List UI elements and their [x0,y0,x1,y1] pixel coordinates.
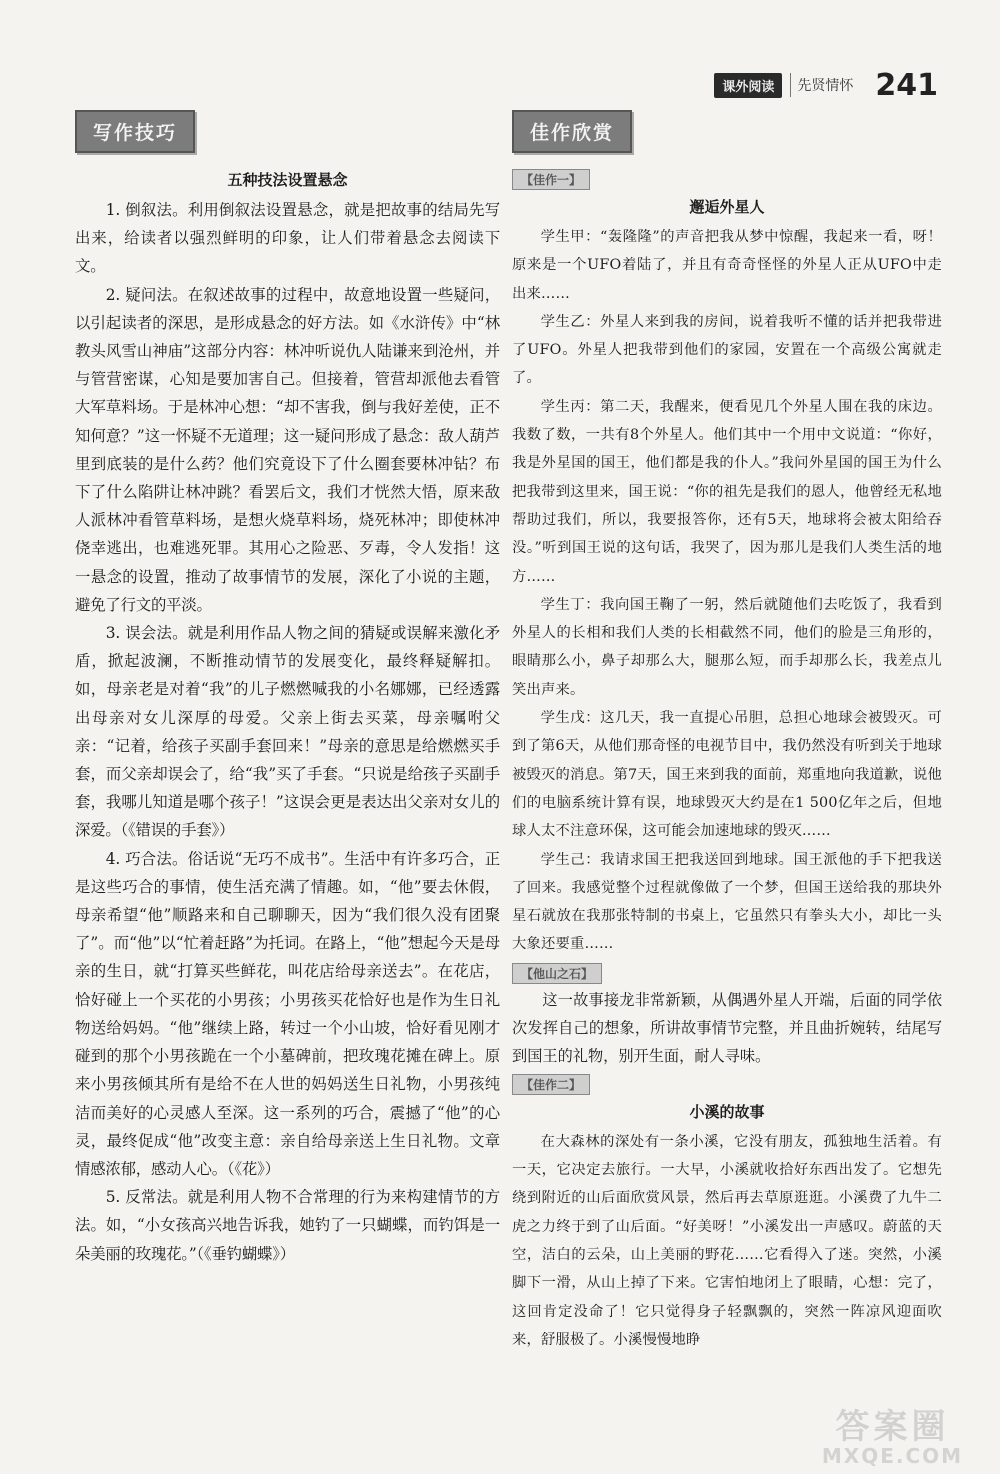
section-banner-writing-skills: 写作技巧 [75,110,195,153]
right-column [512,110,942,1354]
paragraph: 5. 反常法。就是利用人物不合常理的行为来构建情节的方法。如，“小女孩高兴地告诉我，她钓了一只蝴蝶，而钓饵是一朵美丽的玫瑰花。”（《垂钓蝴蝶》） [75,1188,500,1263]
header-tag-primary: 课外阅读 [714,73,782,98]
article-title: 五种技法设置悬念 [227,171,348,189]
story-title: 邂逅外星人 [689,198,765,216]
paragraph: 学生甲：“轰隆隆”的声音把我从梦中惊醒，我起来一看，呀！原来是一个UFO着陆了，并且有奇奇怪怪的外星人正从UFO中走出来…… [512,229,942,302]
story-body [512,1128,942,1354]
paragraph: 1. 倒叙法。利用倒叙法设置悬念，就是把故事的结局先写出来，给读者以强烈鲜明的印象，让人们带着悬念去阅读下文。 [75,201,500,276]
section-banner-excellent-works: 佳作欣赏 [512,110,632,153]
paragraph: 学生己：我请求国王把我送回到地球。国王派他的手下把我送了回来。我感觉整个过程就像做了一个梦，但国王送给我的那块外星石就放在我那张特制的书桌上，它虽然只有拳头大小，却比一头大象还要重…… [512,851,942,953]
story-title: 小溪的故事 [689,1102,765,1121]
paragraph: 3. 误会法。就是利用作品人物之间的猜疑或误解来激化矛盾，掀起波澜，不断推动情节的发展变化，最终释疑解扣。如，母亲老是对着“我”的儿子燃燃喊我的小名娜娜，已经透露出母亲对女儿深厚的母爱。父亲上街去买菜，母亲嘱咐父亲：“记着，给孩子买副手套回来！”母亲的意思是给燃燃买手套，而父亲却误会了，给“我”买了手套。“只说是给孩子买副手套，我哪儿知道是哪个孩子！”这误会更是表达出父亲对女儿的深爱。（《错误的手套》） [75,624,500,840]
page-number: 241 [875,67,938,103]
paragraph: 学生戊：这几天，我一直提心吊胆，总担心地球会被毁灭。可到了第6天，从他们那奇怪的电视节目中，我仍然没有听到关于地球被毁灭的消息。第7天，国王来到我的面前，郑重地向我道歉，说他们的电脑系统计算有误，地球毁灭大约是在1 500亿年之后，但地球人太不注意环保，这可能会加速地球的毁灭…… [512,710,942,840]
comment-body [512,986,942,1070]
label-work-one: 【佳作一】 [512,169,590,190]
paragraph: 学生乙：外星人来到我的房间，说着我听不懂的话并把我带进了UFO。外星人把我带到他们的家园，安置在一个高级公寓就走了。 [512,313,942,387]
watermark-logo: 答案圈 [835,1406,950,1447]
watermark [805,1402,980,1468]
header-tag-secondary: 先贤情怀 [790,73,859,97]
watermark-url: MXQE.COM [821,1443,964,1468]
page-header [714,67,938,103]
paragraph: 这一故事接龙非常新颖，从偶遇外星人开端，后面的同学依次发挥自己的想象，所讲故事情节完整，并且曲折婉转，结尾写到国王的礼物，别开生面，耐人寻味。 [512,990,942,1065]
paragraph: 4. 巧合法。俗话说“无巧不成书”。生活中有许多巧合，正是这些巧合的事情，使生活充满了情趣。如，“他”要去休假，母亲希望“他”顺路来和自己聊聊天，因为“我们很久没有团聚了”。而“他”以“忙着赶路”为托词。在路上，“他”想起今天是母亲的生日，就“打算买些鲜花，叫花店给母亲送去”。在花店，恰好碰上一个买花的小男孩；小男孩买花恰好也是作为生日礼物送给妈妈。“他”继续上路，转过一个小山坡，恰好看见刚才碰到的那个小男孩跪在一个小墓碑前，把玫瑰花摊在碑上。原来小男孩倾其所有是给不在人世的妈妈送生日礼物，小男孩纯洁而美好的心灵感人至深。这一系列的巧合，震撼了“他”的心灵，最终促成“他”改变主意：亲自给母亲送上生日礼物。文章情感浓郁，感动人心。（《花》） [75,849,500,1178]
paragraph: 在大森林的深处有一条小溪，它没有朋友，孤独地生活着。有一天，它决定去旅行。一大早，小溪就收拾好东西出发了。它想先绕到附近的山后面欣赏风景，然后再去草原逛逛。小溪费了九牛二虎之力终于到了山后面。“好美呀！”小溪发出一声感叹。蔚蓝的天空，洁白的云朵，山上美丽的野花……它看得入了迷。突然，小溪脚下一滑，从山上掉了下来。它害怕地闭上了眼睛，心想：完了，这回肯定没命了！它只觉得身子轻飘飘的，突然一阵凉风迎面吹来，舒服极了。小溪慢慢地睁 [512,1133,942,1348]
label-comment: 【他山之石】 [512,963,602,984]
left-column [75,110,500,1268]
paragraph: 学生丙：第二天，我醒来，便看见几个外星人围在我的床边。我数了数，一共有8个外星人。他们其中一个用中文说道：“你好，我是外星国的国王，他们都是我的仆人。”我问外星国的国王为什么把我带到这里来，国王说：“你的祖先是我们的恩人，他曾经无私地帮助过我们，所以，我要报答你，还有5天，地球将会被太阳给吞没。”听到国王说的这句话，我哭了，因为那儿是我们人类生活的地方…… [512,398,942,585]
story-body [512,223,942,959]
paragraph: 学生丁：我向国王鞠了一躬，然后就随他们去吃饭了，我看到外星人的长相和我们人类的长相截然不同，他们的脸是三角形的，眼睛那么小，鼻子却那么大，腿那么短，而手却那么长，我差点儿笑出声来。 [512,596,942,698]
label-work-two: 【佳作二】 [512,1074,590,1095]
paragraph: 2. 疑问法。在叙述故事的过程中，故意地设置一些疑问，以引起读者的深思，是形成悬念的好方法。如《水浒传》中“林教头风雪山神庙”这部分内容：林冲听说仇人陆谦来到沧州，并与管营密谋，心知是要加害自己。但接着，管营却派他去看管大军草料场。于是林冲心想：“却不害我，倒与我好差使，正不知何意？”这一怀疑不无道理；这一疑问形成了悬念：敌人葫芦里到底装的是什么药？他们究竟设下了什么圈套要林冲钻？布下了什么陷阱让林冲跳？看罢后文，我们才恍然大悟，原来敌人派林冲看管草料场，是想火烧草料场，烧死林冲；即使林冲侥幸逃出，也难逃死罪。其用心之险恶、歹毒，令人发指！这一悬念的设置，推动了故事情节的发展，深化了小说的主题，避免了行文的平淡。 [75,285,500,614]
